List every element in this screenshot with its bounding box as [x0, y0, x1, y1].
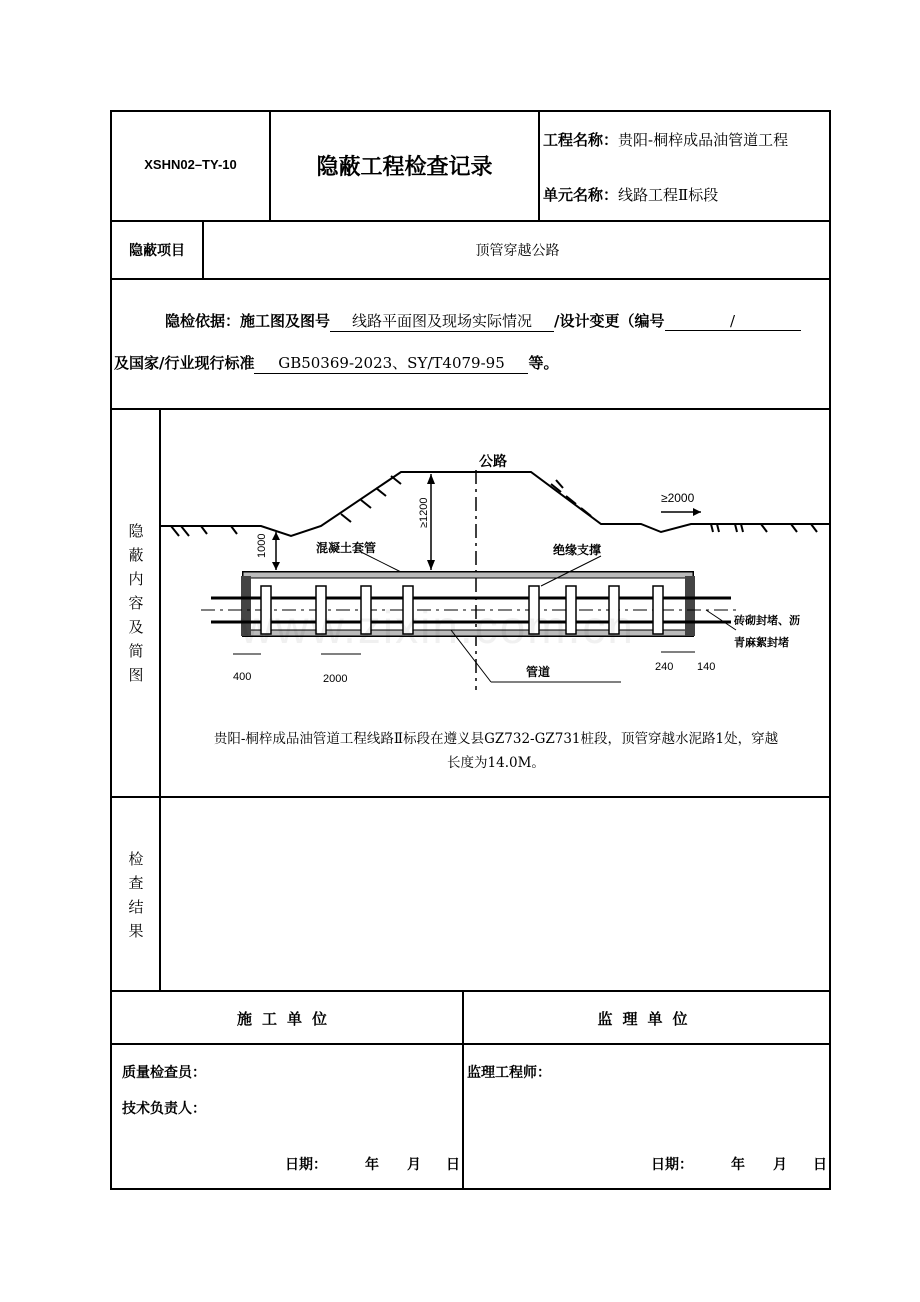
row-divider [110, 1043, 831, 1045]
hidden-item-label: 隐蔽项目 [129, 243, 185, 259]
hidden-item-value: 顶管穿越公路 [475, 243, 560, 259]
dimension-400: 400 [233, 671, 252, 683]
pipe-jacking-diagram [161, 440, 831, 700]
supervising-engineer-label: 监理工程师： [467, 1065, 551, 1081]
column-divider [538, 110, 540, 221]
result-label [126, 847, 146, 943]
basis-prefix: 隐检依据：施工图及图号 [165, 312, 331, 330]
result-label-char: 果 [128, 922, 144, 940]
dimension-2000-bottom: 2000 [323, 673, 348, 685]
result-label-char: 结 [128, 898, 144, 916]
row-divider [110, 408, 831, 410]
supervision-unit-header: 监理单位 [597, 1010, 698, 1028]
content-label-char: 内 [128, 570, 144, 588]
basis-line-2 [114, 352, 559, 374]
dimension-1000: 1000 [256, 533, 268, 558]
project-name [543, 129, 788, 150]
basis-line-1 [165, 310, 801, 332]
supervision-date-day: 日 [813, 1157, 827, 1173]
description-line-1: 贵阳-桐梓成品油管道工程线路Ⅱ标段在遵义县GZ732-GZ731桩段，顶管穿越水泥路1处，穿越 [213, 731, 779, 747]
row-divider [110, 796, 831, 798]
result-label-char: 查 [128, 874, 144, 892]
standard-prefix: 及国家/行业现行标准 [114, 354, 255, 372]
design-change-number: / [665, 312, 801, 331]
construction-date-day: 日 [446, 1157, 460, 1173]
result-label-char: 检 [128, 850, 144, 868]
road-label: 公路 [479, 454, 507, 470]
supervision-date-year: 年 [731, 1157, 745, 1173]
project-name-value: 贵阳-桐梓成品油管道工程 [618, 131, 789, 149]
dimension-240: 240 [655, 661, 674, 673]
content-label-char: 及 [128, 618, 144, 636]
content-label-char: 容 [128, 594, 144, 612]
row-divider [110, 990, 831, 992]
content-label-char: 简 [128, 642, 144, 660]
support-label: 绝缘支撑 [553, 543, 602, 557]
standard-value: GB50369-2023、SY/T4079-95 [254, 352, 528, 374]
unit-name-label: 单元名称： [543, 186, 619, 204]
row-divider [110, 220, 831, 222]
road-embankment-outline [161, 472, 831, 536]
design-change-label: /设计变更（编号 [554, 312, 665, 330]
construction-date-year: 年 [365, 1157, 379, 1173]
row-divider [110, 278, 831, 280]
content-label-char: 隐 [128, 522, 144, 540]
seal-label-line-2: 青麻絮封堵 [734, 636, 789, 649]
supervision-date-month: 月 [773, 1157, 787, 1173]
right-end-seal [685, 576, 695, 636]
dimension-1200: ≥1200 [418, 497, 430, 528]
content-label-char: 图 [128, 666, 144, 684]
construction-unit-header: 施工单位 [236, 1010, 337, 1028]
description-line-2: 长度为14.0M。 [447, 755, 545, 771]
pipe-label: 管道 [526, 665, 551, 679]
casing-label: 混凝土套管 [316, 541, 377, 555]
project-name-label: 工程名称： [543, 131, 619, 149]
unit-name-value: 线路工程Ⅱ标段 [618, 186, 719, 204]
dimension-140: 140 [697, 661, 716, 673]
ground-hatching [171, 476, 817, 536]
description [161, 727, 831, 775]
content-label-char: 蔽 [128, 546, 144, 564]
quality-inspector-label: 质量检查员： [122, 1065, 206, 1081]
watermark: www.zixin.com.cn [240, 601, 635, 653]
technical-lead-label: 技术负责人： [122, 1101, 206, 1117]
supervision-date-label: 日期： [651, 1157, 693, 1173]
unit-name [543, 184, 718, 205]
standard-suffix: 等。 [528, 354, 559, 372]
construction-date-month: 月 [407, 1157, 421, 1173]
dimension-2000-top: ≥2000 [661, 491, 695, 505]
drawing-number-value: 线路平面图及现场实际情况 [330, 310, 554, 332]
page-title: 隐蔽工程检查记录 [316, 155, 493, 180]
content-label [126, 519, 146, 687]
construction-date-label: 日期： [285, 1157, 327, 1173]
seal-label-line-1: 砖砌封堵、沥 [734, 614, 800, 627]
form-code: XSHN02–TY-10 [144, 157, 237, 172]
